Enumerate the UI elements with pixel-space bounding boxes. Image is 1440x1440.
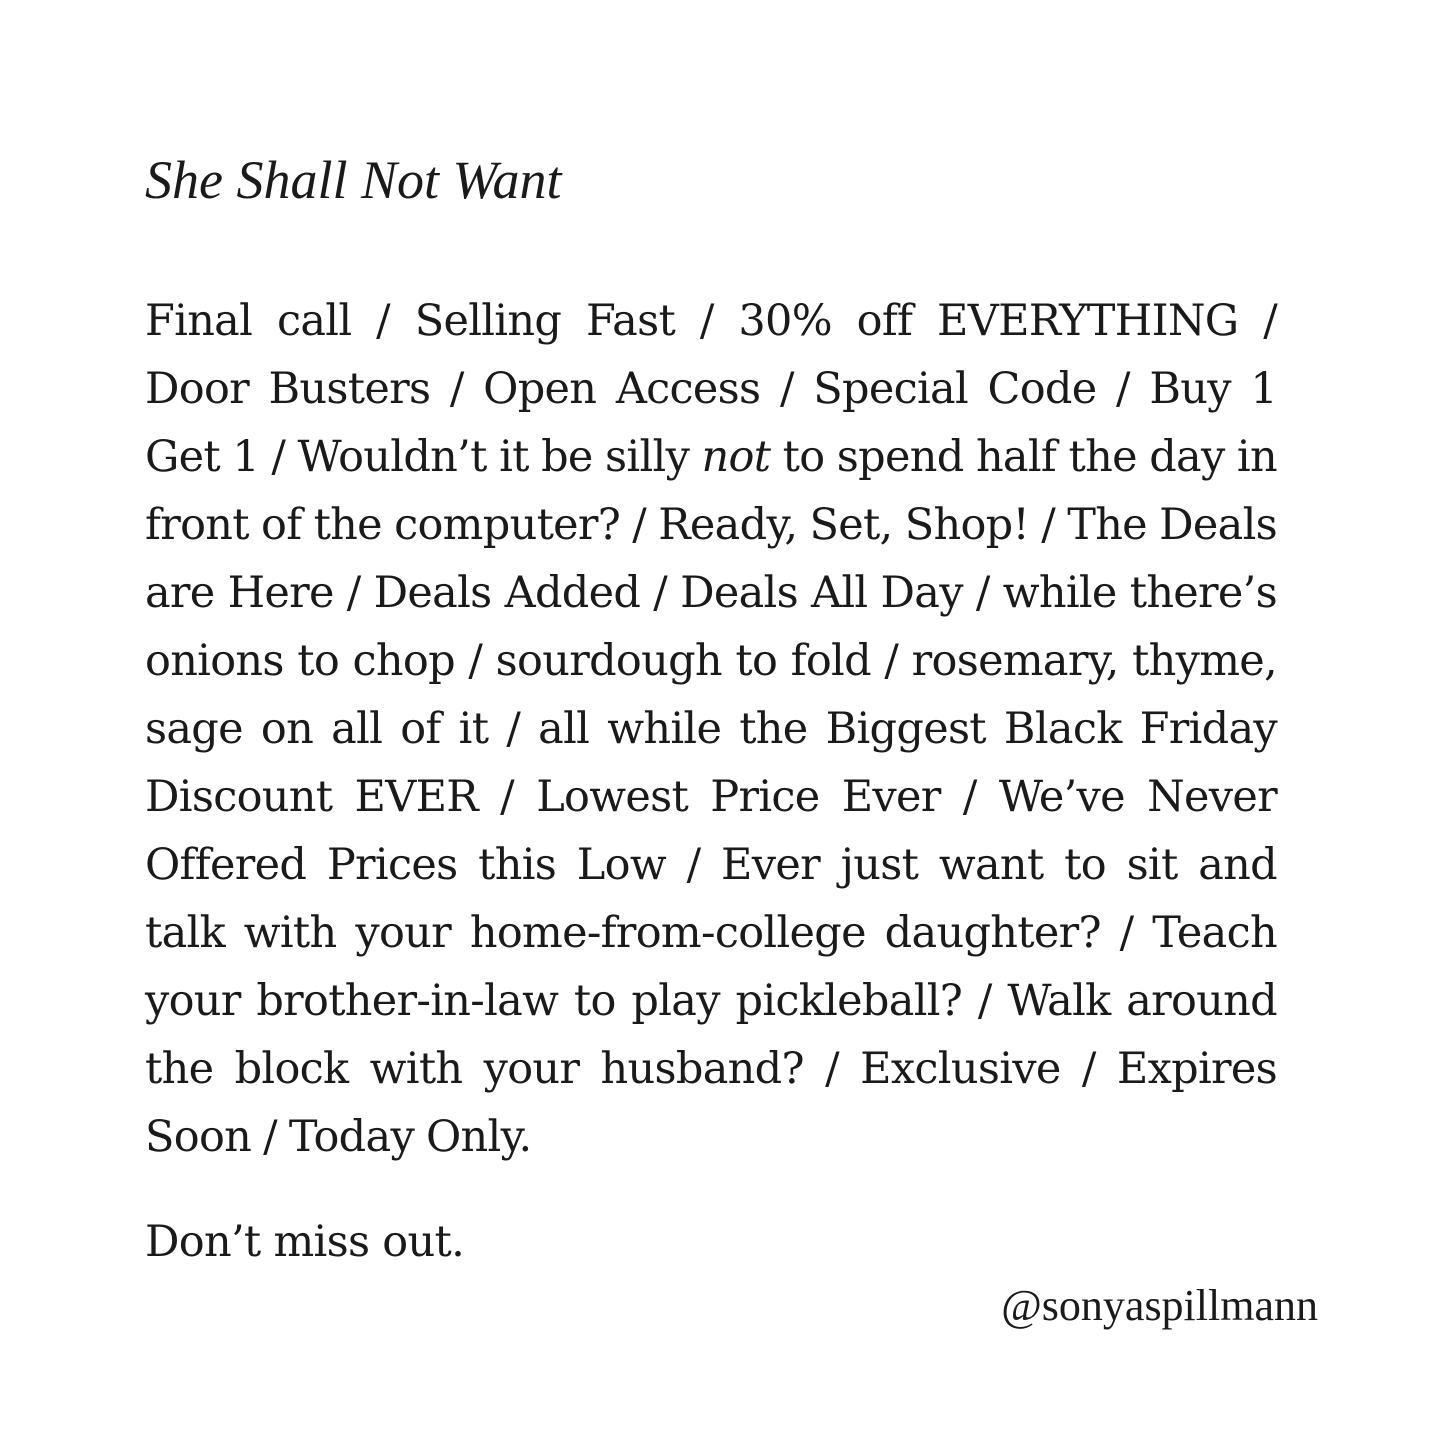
- poem-closing-line: Don’t miss out.: [145, 1217, 465, 1267]
- poem-body-part-1: Final call / Selling Fast / 30% off EVERYTHING / Door Busters / Open Access / Special Code / Buy 1 Get 1 / Wouldn’t it be silly: [145, 296, 1277, 482]
- poem-title: She Shall Not Want: [145, 150, 562, 210]
- poem-body-part-2: to spend half the day in front of the computer? / Ready, Set, Shop! / The Deals are Here / Deals Added / Deals All Day / while there’s onions to chop / sourdough to fold / rosemary, thyme, sage on all of it / all while the Biggest Black Friday Discount EVER / Lowest Price Ever / We’ve Never Offered Prices this Low / Ever just want to sit and talk with your home-from-college daughter? / Teach your brother-in-law to play pickleball? / Walk around the block with your husband? / Exclusive / Expires Soon / Today Only.: [145, 432, 1277, 1162]
- poem-body-emphasis: not: [701, 432, 771, 482]
- author-handle: @sonyaspillmann: [1001, 1281, 1318, 1330]
- poem-body: [145, 287, 1277, 1171]
